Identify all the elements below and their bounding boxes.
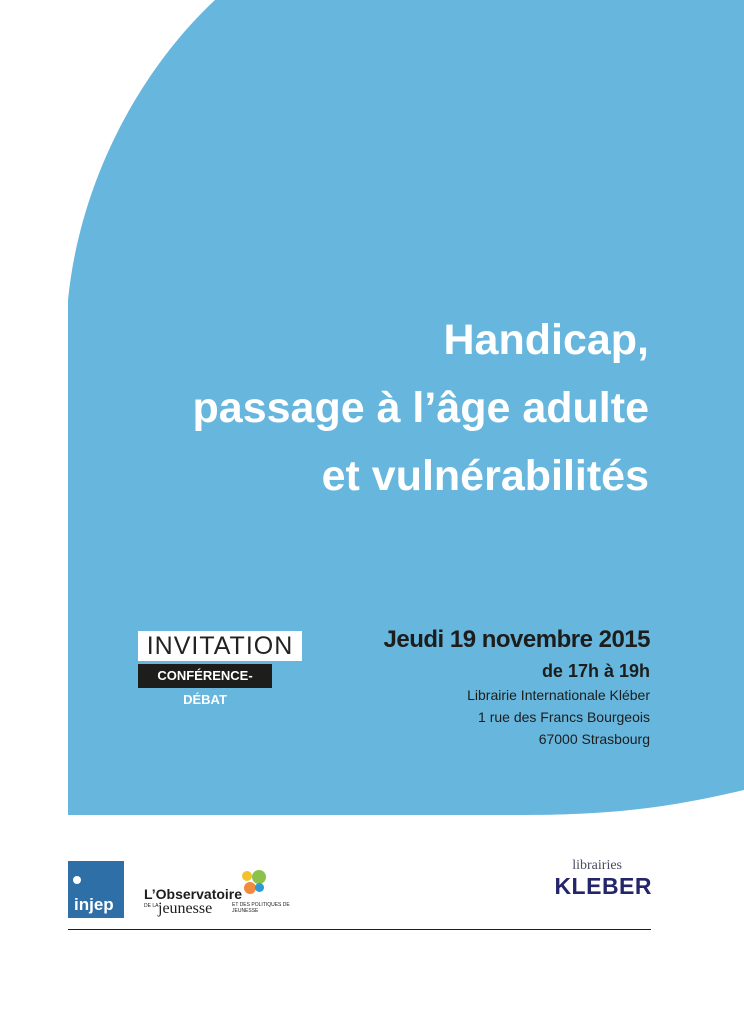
event-details (384, 622, 650, 750)
kleber-wordmark: KLEBER (554, 873, 652, 899)
event-venue: Librairie Internationale Kléber (467, 687, 650, 703)
injep-logo (68, 861, 124, 918)
event-street: 1 rue des Francs Bourgeois (478, 709, 650, 725)
logo-dot-yellow (242, 871, 252, 881)
logo-dot-blue (255, 883, 264, 892)
observatoire-name: L’Observatoire (144, 886, 243, 902)
librairies-kleber-logo (530, 858, 652, 898)
title-line-2: passage à l’âge adulte (192, 384, 649, 432)
event-type-badge: CONFÉRENCE-DÉBAT (138, 664, 272, 688)
footer-divider (68, 929, 651, 930)
observatoire-logo (144, 870, 294, 920)
injep-wordmark: injep (74, 895, 114, 914)
event-time: de 17h à 19h (541, 661, 650, 681)
event-date: Jeudi 19 novembre 2015 (383, 626, 650, 653)
observatoire-de-la: DE LA (144, 903, 159, 909)
title-line-1: Handicap, (443, 316, 649, 364)
observatoire-subtitle: ET DES POLITIQUES DE JEUNESSE (232, 902, 290, 914)
poster-title (193, 306, 649, 510)
injep-dot-icon (73, 876, 81, 884)
event-city: 67000 Strasbourg (538, 731, 650, 747)
logo-dot-green (252, 870, 266, 884)
kleber-small-text: librairies (572, 858, 622, 873)
title-line-3: et vulnérabilités (321, 452, 649, 500)
invitation-label: INVITATION (138, 631, 302, 661)
observatoire-jeunesse: jeunesse (158, 900, 213, 917)
